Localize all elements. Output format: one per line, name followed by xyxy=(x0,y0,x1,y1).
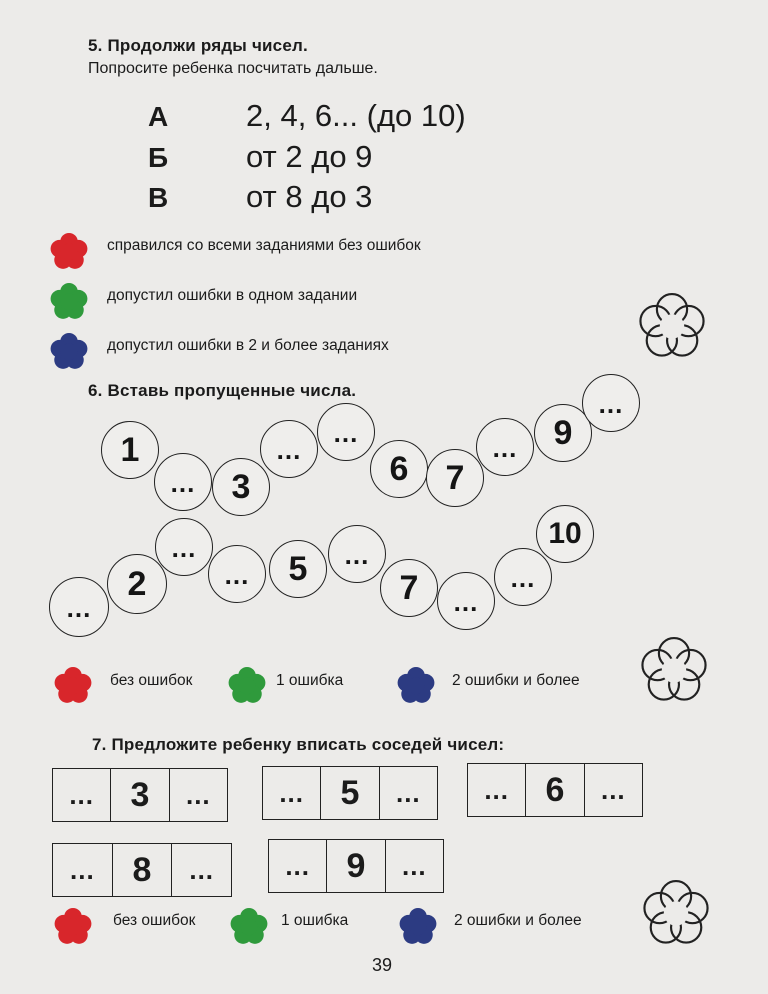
blank-number-circle[interactable]: ... xyxy=(154,453,212,511)
legend-label: допустил ошибки в одном задании xyxy=(107,287,358,304)
number-circle: 1 xyxy=(101,421,159,479)
number-cell: 6 xyxy=(526,764,584,816)
blank-number-circle[interactable]: ... xyxy=(317,403,375,461)
number-circle: 10 xyxy=(536,505,594,563)
outline-flower-icon xyxy=(636,289,708,366)
legend-label: без ошибок xyxy=(110,672,193,689)
section7-title: 7. Предложите ребенку вписать соседей чисел: xyxy=(92,735,505,754)
blank-number-circle[interactable]: ... xyxy=(155,518,213,576)
outline-flower-icon xyxy=(638,633,710,710)
red-flower-icon xyxy=(48,230,90,277)
row-letter-a: А xyxy=(148,101,169,132)
neighbor-box xyxy=(262,766,438,820)
blank-neighbor-cell[interactable]: ... xyxy=(189,854,215,885)
green-flower-icon xyxy=(226,664,268,711)
number-cell: 8 xyxy=(113,844,173,896)
blue-flower-icon xyxy=(395,664,437,711)
neighbor-box xyxy=(467,763,643,817)
blank-number-circle[interactable]: ... xyxy=(582,374,640,432)
blank-number-circle[interactable]: ... xyxy=(328,525,386,583)
page-number: 39 xyxy=(372,955,393,975)
legend-label: справился со всеми заданиями без ошибок xyxy=(107,237,421,254)
row-text-a: 2, 4, 6... (до 10) xyxy=(246,98,466,133)
legend-label: без ошибок xyxy=(113,912,196,929)
red-flower-icon xyxy=(52,905,94,952)
legend-label: допустил ошибки в 2 и более заданиях xyxy=(107,337,389,354)
green-flower-icon xyxy=(48,280,90,327)
number-circle: 3 xyxy=(212,458,270,516)
row-letter-b: Б xyxy=(148,142,169,173)
blank-number-circle[interactable]: ... xyxy=(49,577,109,637)
legend-label: 1 ошибка xyxy=(281,912,349,929)
blank-number-circle[interactable]: ... xyxy=(476,418,534,476)
blue-flower-icon xyxy=(48,330,90,377)
legend-label: 2 ошибки и более xyxy=(452,672,580,689)
blue-flower-icon xyxy=(397,905,439,952)
blank-number-circle[interactable]: ... xyxy=(260,420,318,478)
number-cell: 9 xyxy=(327,840,385,892)
blank-neighbor-cell[interactable]: ... xyxy=(269,840,327,892)
row-letter-v: В xyxy=(148,182,169,213)
number-cell: 5 xyxy=(321,767,379,819)
number-circle: 2 xyxy=(107,554,167,614)
blank-number-circle[interactable]: ... xyxy=(494,548,552,606)
blank-number-circle[interactable]: ... xyxy=(208,545,266,603)
blank-neighbor-cell[interactable]: ... xyxy=(53,844,113,896)
number-circle: 6 xyxy=(370,440,428,498)
blank-neighbor-cell[interactable]: ... xyxy=(600,774,626,805)
legend-label: 2 ошибки и более xyxy=(454,912,582,929)
blank-neighbor-cell[interactable]: ... xyxy=(185,779,211,810)
number-circle: 7 xyxy=(380,559,438,617)
number-cell: 3 xyxy=(111,769,169,821)
legend-label: 1 ошибка xyxy=(276,672,344,689)
green-flower-icon xyxy=(228,905,270,952)
number-circle: 7 xyxy=(426,449,484,507)
blank-neighbor-cell[interactable]: ... xyxy=(468,764,526,816)
blank-neighbor-cell[interactable]: ... xyxy=(263,767,321,819)
blank-neighbor-cell[interactable]: ... xyxy=(401,850,427,881)
section5-title: 5. Продолжи ряды чисел. xyxy=(88,36,308,55)
red-flower-icon xyxy=(52,664,94,711)
blank-number-circle[interactable]: ... xyxy=(437,572,495,630)
section5-instruction: Попросите ребенка посчитать дальше. xyxy=(88,60,378,77)
blank-neighbor-cell[interactable]: ... xyxy=(53,769,111,821)
number-circle: 9 xyxy=(534,404,592,462)
number-circle: 5 xyxy=(269,540,327,598)
neighbor-box xyxy=(268,839,444,893)
neighbor-box xyxy=(52,843,232,897)
outline-flower-icon xyxy=(640,876,712,953)
row-text-b: от 2 до 9 xyxy=(246,139,373,174)
section6-title: 6. Вставь пропущенные числа. xyxy=(88,381,357,400)
blank-neighbor-cell[interactable]: ... xyxy=(395,777,421,808)
neighbor-box xyxy=(52,768,228,822)
row-text-v: от 8 до 3 xyxy=(246,179,373,214)
